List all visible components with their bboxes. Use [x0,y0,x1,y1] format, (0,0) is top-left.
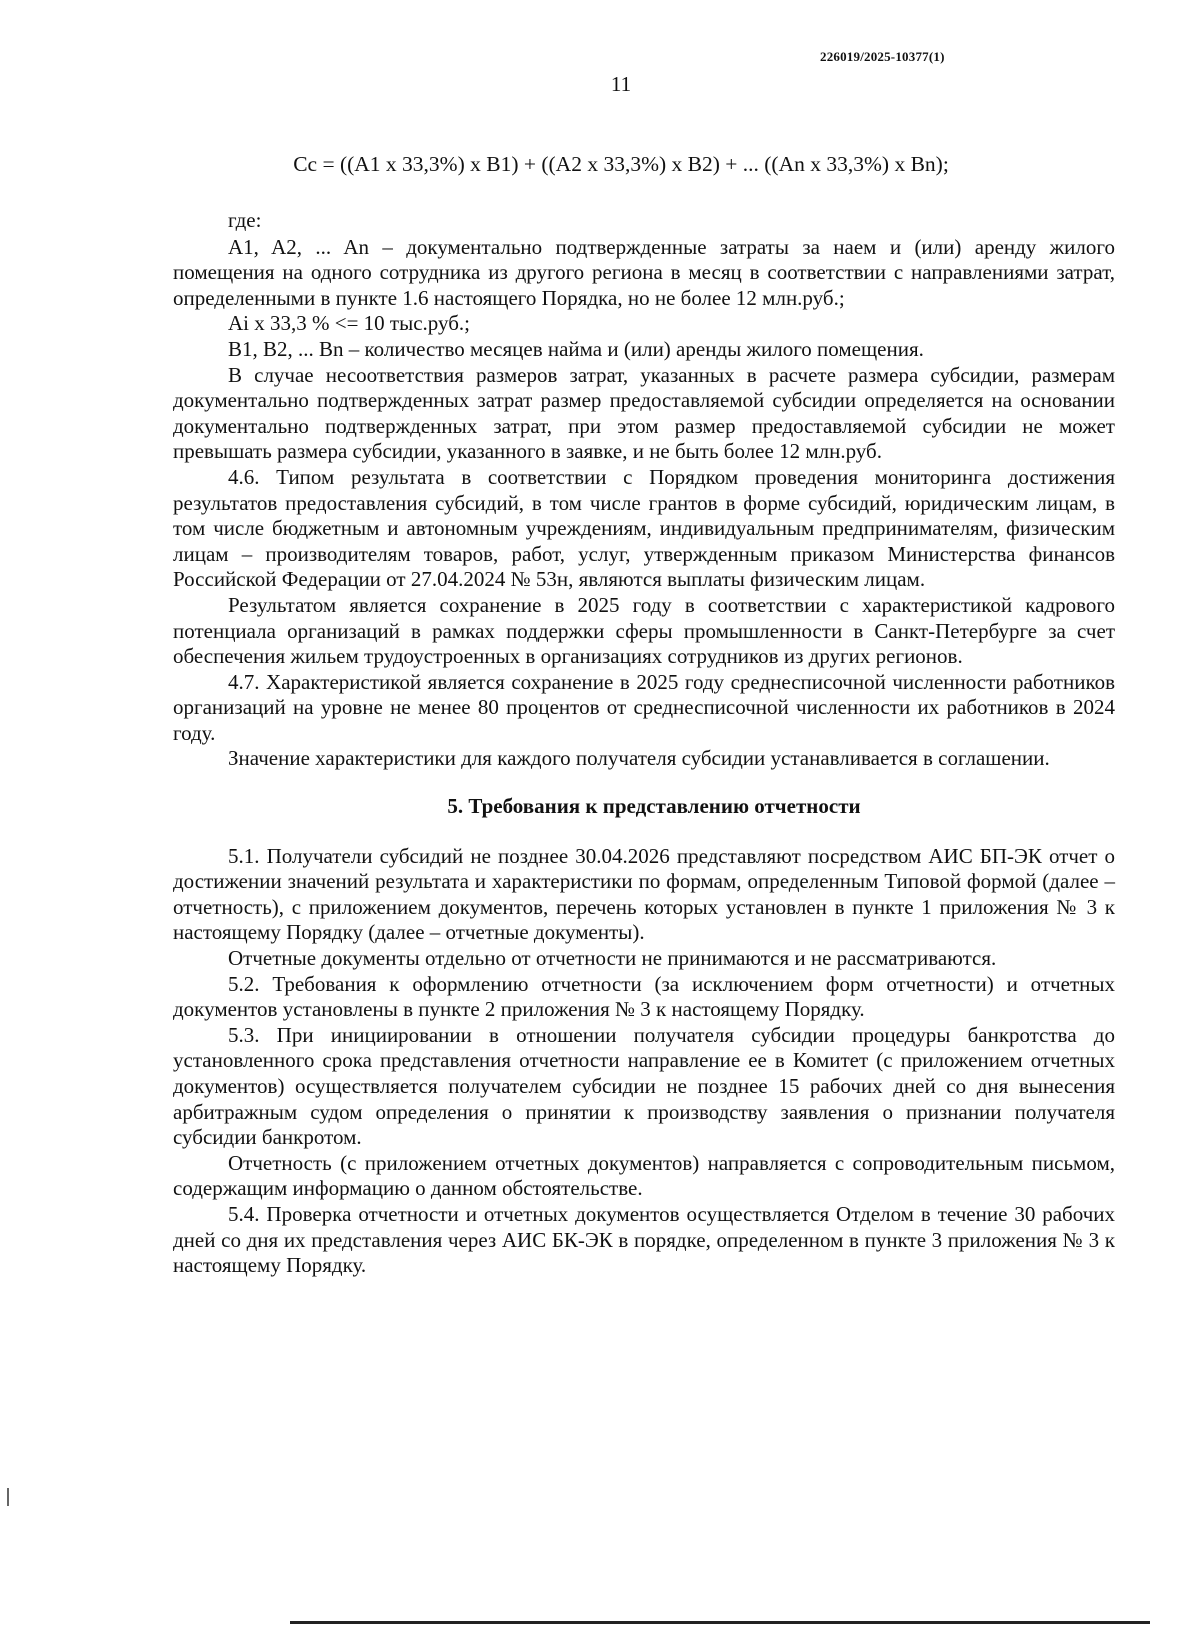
paragraph-5-1: 5.1. Получатели субсидий не позднее 30.04.2026 представляют посредством АИС БП-ЭК отчет о достижении значений результата и характеристики по формам, определенным Типовой формой (далее – отчетность), с приложением документов, перечень которых установлен в пункте 1 приложения № 3 к настоящему Порядку (далее – отчетные документы). [173,843,1115,945]
scan-bottom-edge [290,1621,1150,1624]
paragraph-ai-limit: Ai x 33,3 % <= 10 тыс.руб.; [228,311,471,336]
scan-edge-mark [7,1488,9,1506]
paragraph-b-definition: B1, B2, ... Bn – количество месяцев найма и (или) аренды жилого помещения. [228,336,924,361]
subsidy-formula: Cc = ((A1 x 33,3%) x B1) + ((A2 x 33,3%) x B2) + ... ((An x 33,3%) x Bn); [293,152,949,176]
document-body [173,208,1115,1279]
paragraph-4-6: 4.6. Типом результата в соответствии с Порядком проведения мониторинга достижения результатов предоставления субсидий, в том числе грантов в форме субсидий, юридическим лицам, в том числе бюджетным и автономным учреждениям, индивидуальным предпринимателям, физическим лицам – производителям товаров, работ, услуг, утвержденным приказом Министерства финансов Российской Федерации от 27.04.2024 № 53н, являются выплаты физическим лицам. [173,464,1115,592]
page-number: 11 [610,72,632,96]
document-registration-number: 226019/2025-10377(1) [820,49,945,64]
paragraph-5-2: 5.2. Требования к оформлению отчетности (за исключением форм отчетности) и отчетных документов установлены в пункте 2 приложения № 3 к настоящему Порядку. [173,971,1115,1022]
section-title: 5. Требования к представлению отчетности [447,794,861,819]
paragraph-a-definition: A1, A2, ... An – документально подтвержденные затраты за наем и (или) аренду жилого помещения на одного сотрудника из другого региона в месяц в соответствии с направлениями затрат, определенными в пункте 1.6 настоящего Порядка, но не более 12 млн.руб.; [173,234,1115,310]
paragraph-reporting-docs: Отчетные документы отдельно от отчетности не принимаются и не рассматриваются. [228,946,997,971]
paragraph-cover-letter: Отчетность (с приложением отчетных документов) направляется с сопроводительным письмом, содержащим информацию о данном обстоятельстве. [173,1150,1115,1201]
paragraph-characteristic-value: Значение характеристики для каждого получателя субсидии устанавливается в соглашении. [228,746,1050,771]
paragraph-where: где: [228,208,262,232]
paragraph-4-7: 4.7. Характеристикой является сохранение в 2025 году среднесписочной численности работников организаций на уровне не менее 80 процентов от среднесписочной численности их работников в 2024 году. [173,669,1115,745]
paragraph-5-4: 5.4. Проверка отчетности и отчетных документов осуществляется Отделом в течение 30 рабочих дней со дня их представления через АИС БК-ЭК в порядке, определенном в пункте 3 приложения № 3 к настоящему Порядку. [173,1201,1115,1278]
paragraph-5-3: 5.3. При инициировании в отношении получателя субсидии процедуры банкротства до установленного срока представления отчетности направление ее в Комитет (с приложением отчетных документов) осуществляется получателем субсидии не позднее 15 рабочих дней со дня вынесения арбитражным судом определения о принятии к производству заявления о признании получателя субсидии банкротом. [173,1022,1115,1150]
paragraph-mismatch-rule: В случае несоответствия размеров затрат, указанных в расчете размера субсидии, размерам документально подтвержденных затрат размер предоставляемой субсидии определяется на основании документально подтвержденных затрат, при этом размер предоставляемой субсидии не может превышать размера субсидии, указанного в заявке, и не быть более 12 млн.руб. [173,362,1115,464]
paragraph-result: Результатом является сохранение в 2025 году в соответствии с характеристикой кадрового потенциала организаций в рамках поддержки сферы промышленности в Санкт-Петербурге за счет обеспечения жильем трудоустроенных в организациях сотрудников из других регионов. [173,592,1115,669]
